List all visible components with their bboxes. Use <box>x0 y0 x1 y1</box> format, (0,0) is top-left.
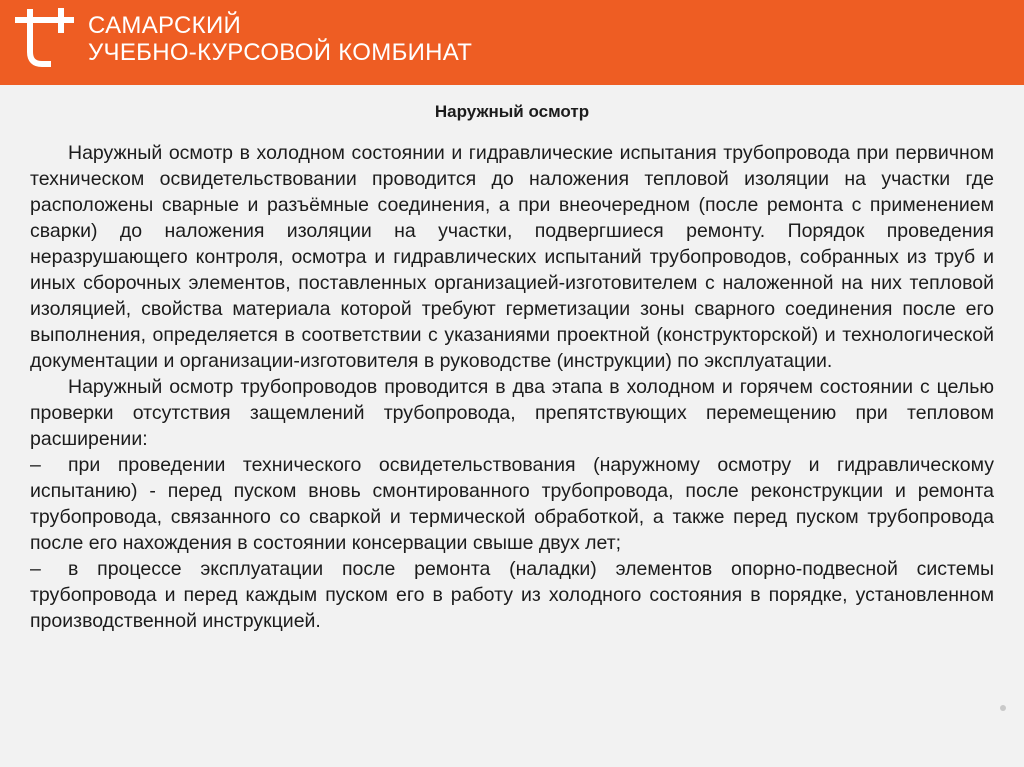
header-bar <box>0 0 1024 85</box>
bullet-text-1: при проведении технического освидетельствования (наружному осмотру и гидравлическому испытанию) - перед пуском вновь смонтированного трубопровода, после реконструкции и ремонта трубопровода, связанного со сваркой и термической обработкой, а также перед пуском трубопровода после его нахождения в состоянии консервации свыше двух лет; <box>30 454 994 554</box>
slide-nav-dot[interactable] <box>1000 705 1006 711</box>
tplus-logo-icon <box>14 8 74 74</box>
bullet-item-1 <box>30 452 994 556</box>
bullet-marker: – <box>30 558 41 580</box>
paragraph-1: Наружный осмотр в холодном состоянии и гидравлические испытания трубопровода при первичном техническом освидетельствовании проводится до наложения тепловой изоляции на участки где расположены сварные и разъёмные соединения, а при внеочередном (после ремонта с применением сварки) до наложения изоляции на участки, подвергшиеся ремонту. Порядок проведения неразрушающего контроля, осмотра и гидравлических испытаний трубопроводов, собранных из труб и иных сборочных элементов, поставленных организацией-изготовителем с наложенной на них тепловой изоляцией, свойства материала которой требуют герметизации зоны сварного соединения после его выполнения, определяется в соответствии с указаниями проектной (конструкторской) и технологической документации и организации-изготовителя в руководстве (инструкции) по эксплуатации. <box>30 142 994 372</box>
bullet-text-2: в процессе эксплуатации после ремонта (наладки) элементов опорно-подвесной системы трубопровода и перед каждым пуском его в работу из холодного состояния в порядке, установленном производственной инструкцией. <box>30 558 994 632</box>
brand-name <box>88 12 472 66</box>
brand-line-2: УЧЕБНО-КУРСОВОЙ КОМБИНАТ <box>88 39 473 66</box>
brand-line-1: САМАРСКИЙ <box>88 12 242 39</box>
paragraph-2: Наружный осмотр трубопроводов проводится в два этапа в холодном и горячем состоянии с целью проверки отсутствия защемлений трубопровода, препятствующих перемещению при тепловом расширении: <box>30 376 994 450</box>
bullet-marker: – <box>30 454 41 476</box>
page-title: Наружный осмотр <box>434 102 590 121</box>
document-body <box>30 100 994 634</box>
bullet-item-2 <box>30 556 994 634</box>
